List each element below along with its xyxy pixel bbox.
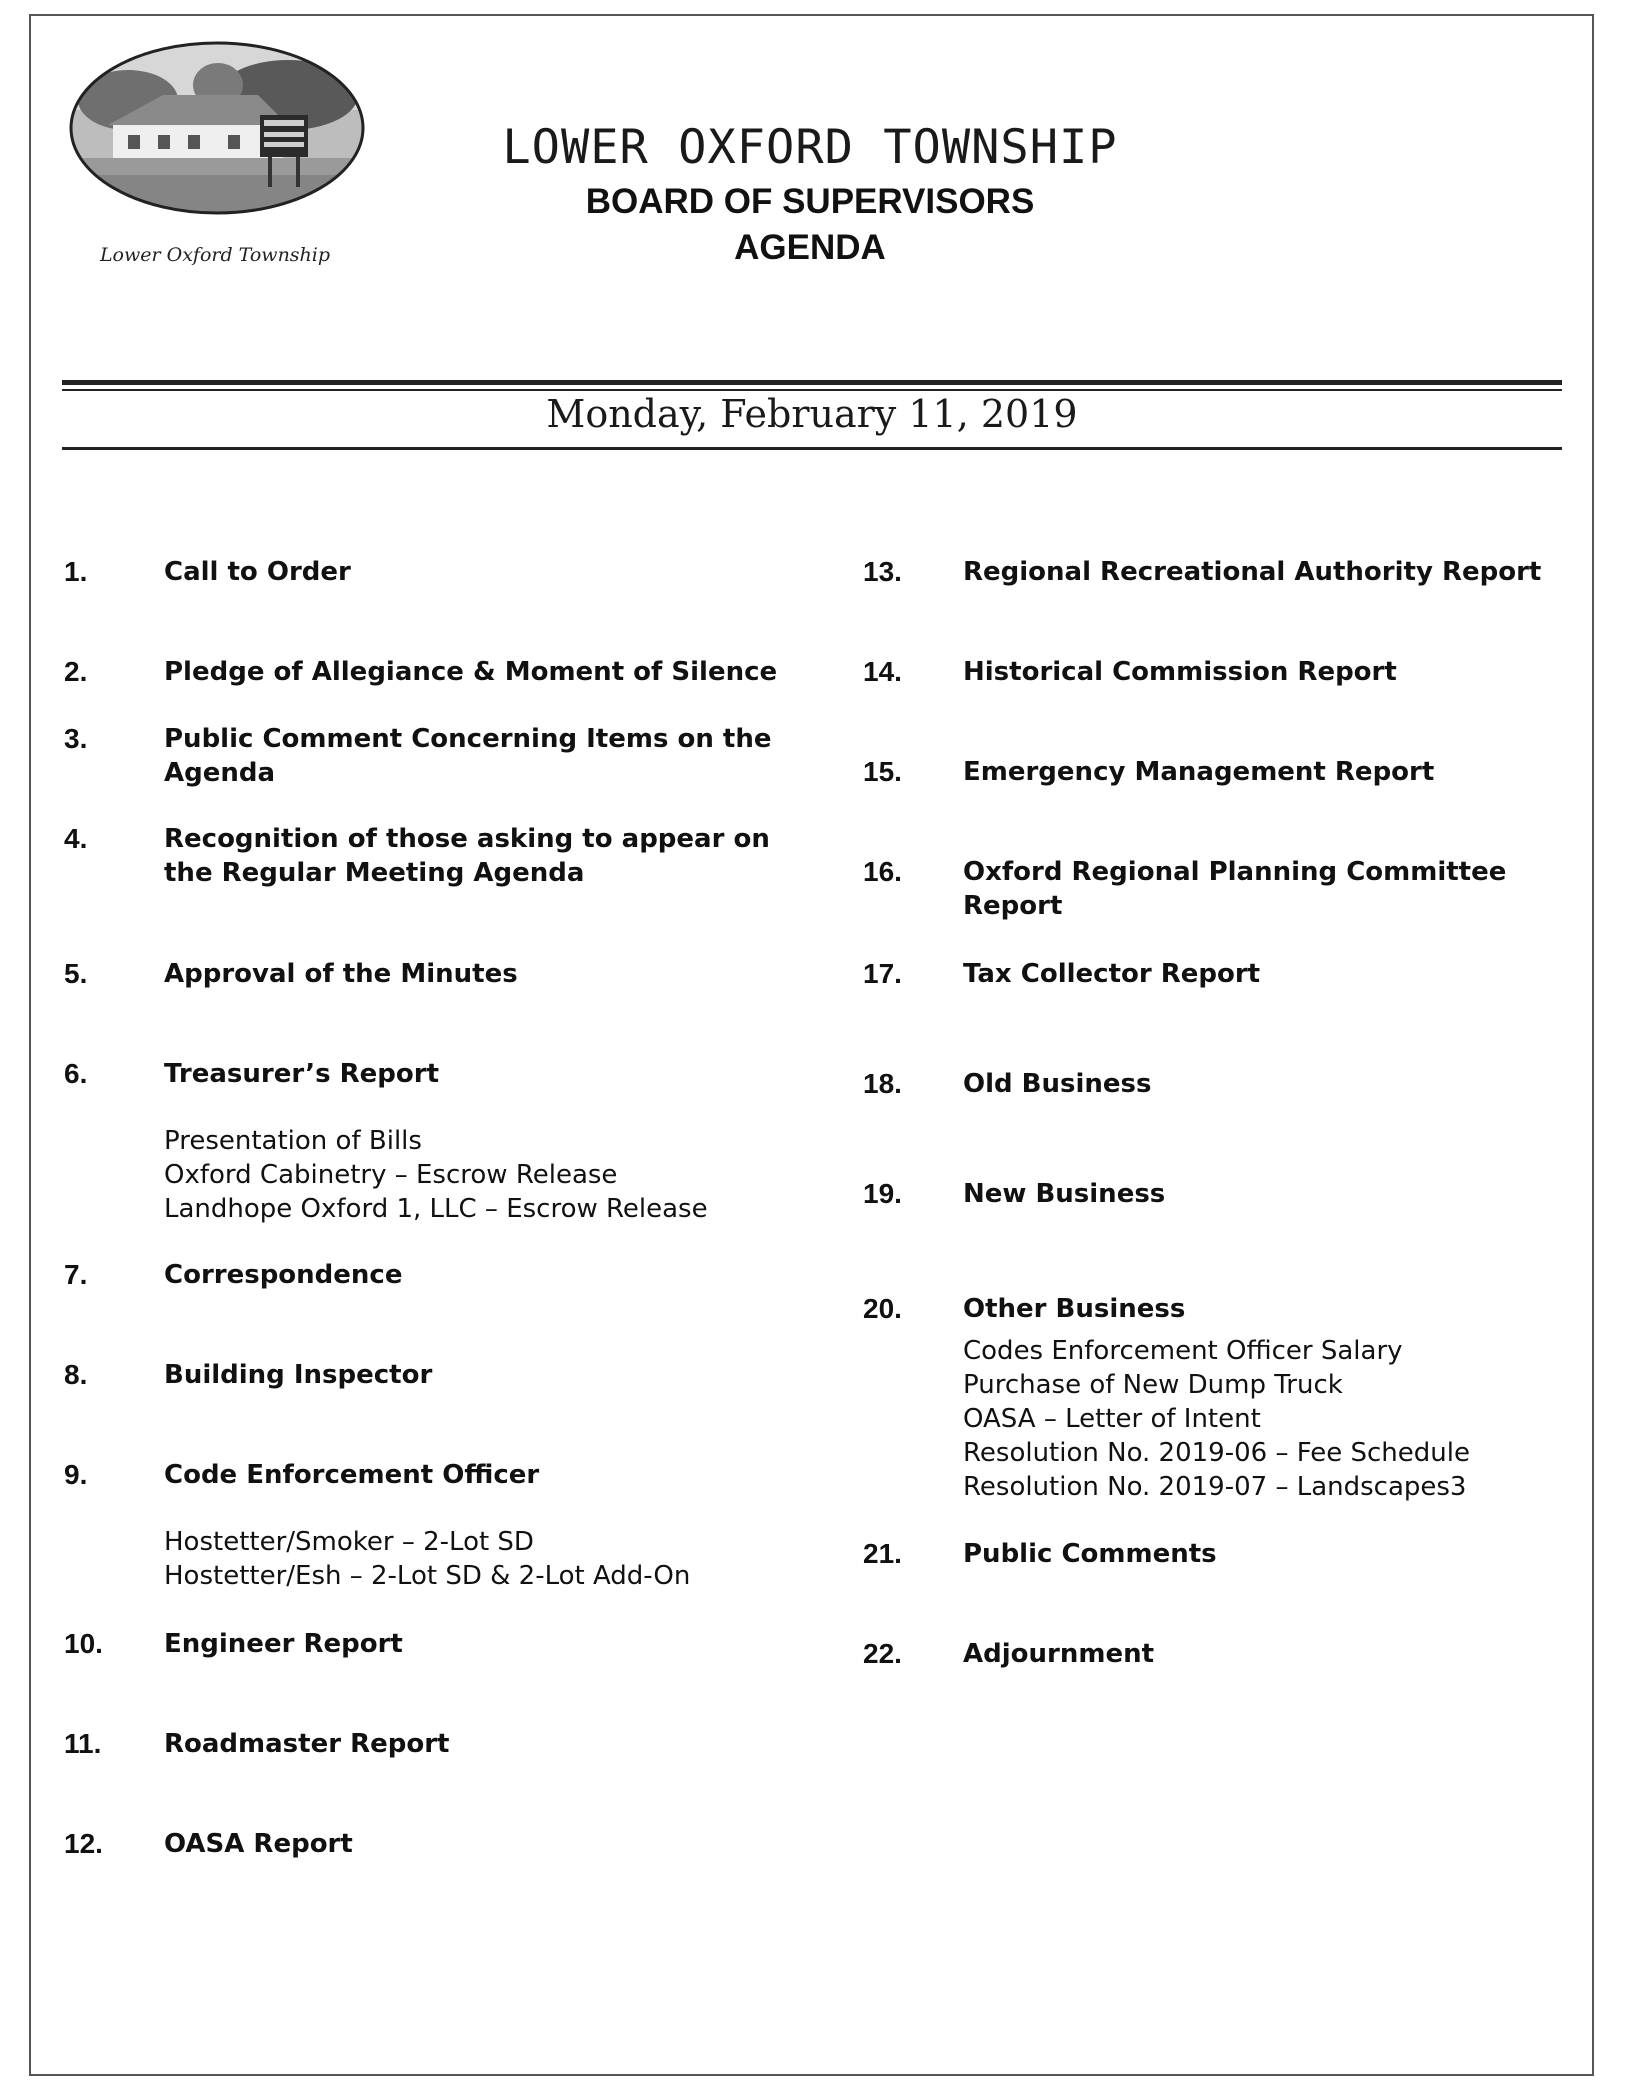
sub-item: Resolution No. 2019-07 – Landscapes3 — [963, 1472, 1467, 1502]
item-label: Tax Collector Report — [963, 959, 1261, 989]
item-label: Other Business — [963, 1294, 1186, 1324]
township-title: LOWER OXFORD TOWNSHIP — [502, 120, 1118, 175]
item-number: 20. — [863, 1293, 902, 1324]
item-label: Old Business — [963, 1069, 1152, 1099]
meeting-date: Monday, February 11, 2019 — [546, 392, 1078, 436]
sub-item: Purchase of New Dump Truck — [963, 1370, 1343, 1400]
sub-item: Landhope Oxford 1, LLC – Escrow Release — [164, 1194, 708, 1224]
item-number: 6. — [64, 1058, 88, 1089]
item-number: 11. — [64, 1728, 102, 1759]
item-label: Public Comments — [963, 1539, 1217, 1569]
item-label-line-1: Oxford Regional Planning Committee — [963, 857, 1507, 887]
top-rule-thick — [62, 380, 1562, 385]
top-rule-thin — [62, 389, 1562, 391]
item-number: 7. — [64, 1259, 88, 1290]
date-underline — [62, 447, 1562, 450]
item-number: 10. — [64, 1628, 103, 1659]
item-number: 12. — [64, 1828, 103, 1859]
sub-item: Hostetter/Smoker – 2-Lot SD — [164, 1527, 534, 1557]
sub-item: Hostetter/Esh – 2-Lot SD & 2-Lot Add-On — [164, 1561, 691, 1591]
item-number: 1. — [64, 556, 88, 587]
item-number: 19. — [863, 1178, 902, 1209]
item-label: Code Enforcement Officer — [164, 1460, 540, 1490]
item-label: Emergency Management Report — [963, 757, 1435, 787]
item-number: 15. — [863, 756, 902, 787]
sub-item: Codes Enforcement Officer Salary — [963, 1336, 1403, 1366]
item-number: 18. — [863, 1068, 902, 1099]
item-label: OASA Report — [164, 1829, 353, 1859]
item-number: 17. — [863, 958, 902, 989]
township-building-photo — [68, 40, 366, 216]
item-label: Engineer Report — [164, 1629, 403, 1659]
item-number: 14. — [863, 656, 902, 687]
item-number: 2. — [64, 656, 88, 687]
item-number: 16. — [863, 856, 902, 887]
page-border — [29, 14, 1594, 2076]
sub-item: Presentation of Bills — [164, 1126, 422, 1156]
board-title: BOARD OF SUPERVISORS — [585, 182, 1035, 221]
item-label: Call to Order — [164, 557, 351, 587]
item-label: Roadmaster Report — [164, 1729, 450, 1759]
item-number: 8. — [64, 1359, 88, 1390]
sub-item: Resolution No. 2019-06 – Fee Schedule — [963, 1438, 1470, 1468]
item-label-line-2: Report — [963, 891, 1063, 921]
sub-item: Oxford Cabinetry – Escrow Release — [164, 1160, 618, 1190]
item-number: 22. — [863, 1638, 902, 1669]
item-label-line-2: the Regular Meeting Agenda — [164, 858, 585, 888]
item-label: New Business — [963, 1179, 1166, 1209]
item-number: 9. — [64, 1459, 88, 1490]
item-number: 5. — [64, 958, 88, 989]
item-label-line-2: Agenda — [164, 758, 276, 788]
item-label: Regional Recreational Authority Report — [963, 557, 1542, 587]
item-label-line-1: Recognition of those asking to appear on — [164, 824, 770, 854]
sub-item: OASA – Letter of Intent — [963, 1404, 1261, 1434]
item-number: 13. — [863, 556, 902, 587]
item-number: 21. — [863, 1538, 902, 1569]
item-number: 3. — [64, 723, 88, 754]
item-label: Building Inspector — [164, 1360, 433, 1390]
item-label-line-1: Public Comment Concerning Items on the — [164, 724, 772, 754]
item-label: Adjournment — [963, 1639, 1155, 1669]
item-label: Treasurer’s Report — [164, 1059, 440, 1089]
item-number: 4. — [64, 823, 88, 854]
logo-caption: Lower Oxford Township — [99, 244, 331, 266]
item-label: Approval of the Minutes — [164, 959, 518, 989]
item-label: Pledge of Allegiance & Moment of Silence — [164, 657, 778, 687]
item-label: Correspondence — [164, 1260, 403, 1290]
item-label: Historical Commission Report — [963, 657, 1397, 687]
agenda-title: AGENDA — [734, 228, 886, 267]
